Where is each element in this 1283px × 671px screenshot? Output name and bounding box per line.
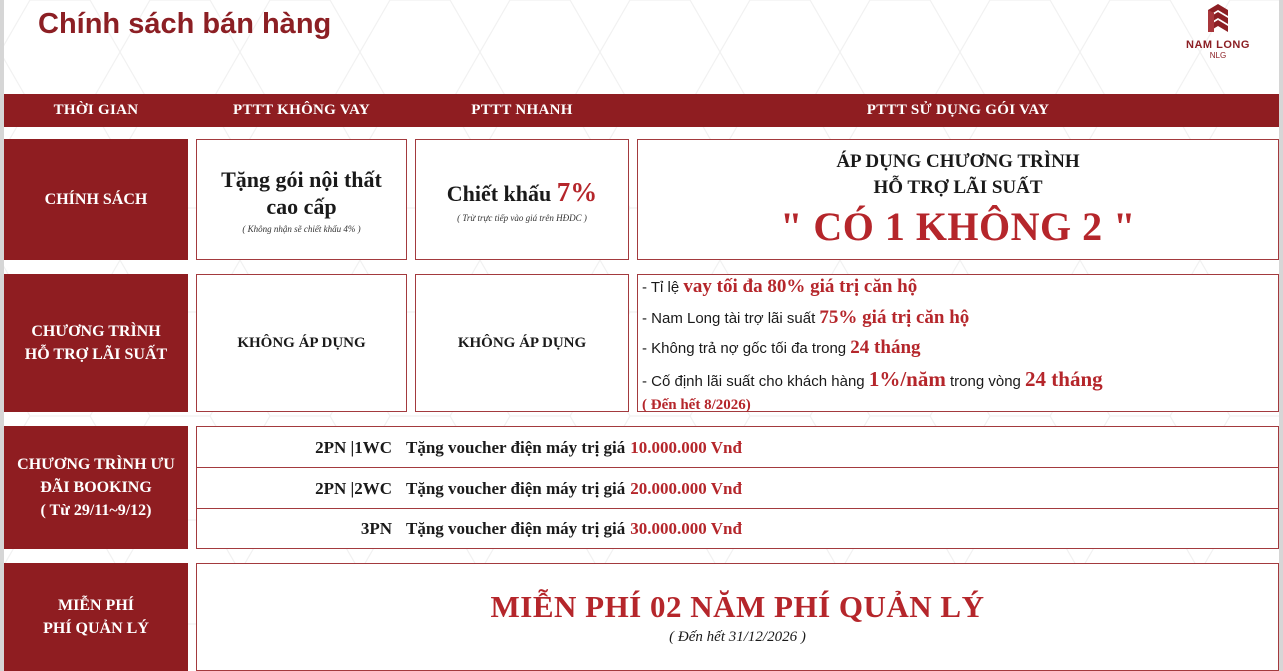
loan-term-highlight: vay tối đa 80% giá trị căn hộ (683, 276, 918, 298)
voucher-amount: 30.000.000 Vnđ (630, 518, 742, 538)
discount-note: ( Trừ trực tiếp vào giá trên HĐDC ) (457, 212, 587, 223)
furniture-gift-line2: cao cấp (266, 194, 337, 219)
loan-term-label: - Cố định lãi suất cho khách hàng (642, 373, 869, 391)
voucher-line (197, 479, 742, 499)
row-label-booking-line3: ( Từ 29/11~9/12) (40, 502, 152, 520)
row-label-chinh-sach: CHÍNH SÁCH (4, 139, 188, 260)
row-label-ho-tro (4, 274, 188, 412)
interest-support-line: HỖ TRỢ LÃI SUẤT (873, 177, 1043, 198)
row-label-booking (4, 426, 188, 549)
row-label-mien-phi-line1: MIỄN PHÍ (58, 596, 134, 614)
row-label-ho-tro-line1: CHƯƠNG TRÌNH (31, 322, 161, 340)
cell-chinh-sach-khong-vay (196, 139, 407, 260)
right-edge (1279, 0, 1283, 671)
loan-term-item (642, 303, 969, 333)
brand-logo (1168, 2, 1268, 64)
unit-type: 2PN |1WC (315, 437, 392, 457)
loan-term-item (642, 363, 1103, 397)
row-label-mien-phi-line2: PHÍ QUẢN LÝ (43, 620, 149, 637)
page-title: Chính sách bán hàng (38, 8, 332, 40)
row-label-ho-tro-line2: HỖ TRỢ LÃI SUẤT (24, 346, 168, 363)
voucher-row (196, 467, 1279, 510)
loan-term-label: - Nam Long tài trợ lãi suất (642, 309, 820, 327)
discount-text: Chiết khấu (446, 181, 552, 207)
loan-term-label: trong vòng (945, 373, 1026, 391)
header-goi-vay: PTTT SỬ DỤNG GÓI VAY (637, 94, 1279, 127)
free-management-fee-note: ( Đến hết 31/12/2026 ) (669, 628, 806, 645)
one-of-a-kind-headline: " CÓ 1 KHÔNG 2 " (780, 203, 1136, 249)
discount-percent: 7% (556, 177, 598, 208)
voucher-line (197, 438, 742, 458)
cell-mien-phi (196, 563, 1279, 671)
voucher-text: Tặng voucher điện máy trị giá (406, 478, 626, 498)
cell-chinh-sach-nhanh (415, 139, 629, 260)
unit-type: 3PN (360, 518, 392, 538)
unit-type: 2PN |2WC (315, 478, 392, 498)
loan-term-highlight: 24 tháng (850, 336, 921, 358)
loan-term-item (642, 272, 917, 302)
not-applicable-text: KHÔNG ÁP DỤNG (457, 334, 587, 351)
voucher-text: Tặng voucher điện máy trị giá (406, 437, 626, 457)
left-edge (0, 0, 4, 671)
cell-ho-tro-goi-vay (637, 274, 1279, 412)
cell-ho-tro-nhanh (415, 274, 629, 412)
logo-name: NAM LONG (1186, 39, 1250, 51)
furniture-gift-note: ( Không nhận sẽ chiết khấu 4% ) (242, 223, 361, 234)
voucher-row (196, 426, 1279, 469)
header-thoi-gian: THỜI GIAN (4, 94, 188, 127)
nam-long-logo-icon (1200, 2, 1236, 38)
cell-ho-tro-khong-vay (196, 274, 407, 412)
loan-term-item (642, 333, 921, 363)
loan-term-label: - Không trả nợ gốc tối đa trong (642, 339, 851, 357)
furniture-gift-line1: Tặng gói nội thất (221, 166, 382, 192)
header-khong-vay: PTTT KHÔNG VAY (196, 94, 407, 127)
logo-sub: NLG (1209, 51, 1227, 60)
free-management-fee-headline: MIỄN PHÍ 02 NĂM PHÍ QUẢN LÝ (490, 588, 985, 624)
row-label-mien-phi (4, 563, 188, 671)
voucher-amount: 20.000.000 Vnđ (630, 478, 742, 498)
support-deadline: ( Đến hết 8/2026) (642, 396, 751, 413)
loan-term-highlight: 24 tháng (1025, 367, 1103, 392)
voucher-text: Tặng voucher điện máy trị giá (406, 518, 626, 538)
header-nhanh: PTTT NHANH (415, 94, 629, 127)
loan-term-highlight: 75% giá trị căn hộ (819, 306, 970, 328)
voucher-amount: 10.000.000 Vnđ (630, 437, 742, 457)
row-label-booking-line2: ĐÃI BOOKING (40, 478, 152, 496)
apply-program-line: ÁP DỤNG CHƯƠNG TRÌNH (836, 151, 1080, 173)
loan-term-label: - Tỉ lệ (642, 279, 684, 297)
row-label-booking-line1: CHƯƠNG TRÌNH ƯU (17, 455, 175, 473)
loan-term-highlight: 1%/năm (868, 367, 946, 392)
not-applicable-text: KHÔNG ÁP DỤNG (237, 334, 366, 351)
discount-line (447, 176, 598, 210)
voucher-line (197, 519, 742, 539)
cell-chinh-sach-goi-vay (637, 139, 1279, 260)
voucher-row (196, 508, 1279, 549)
